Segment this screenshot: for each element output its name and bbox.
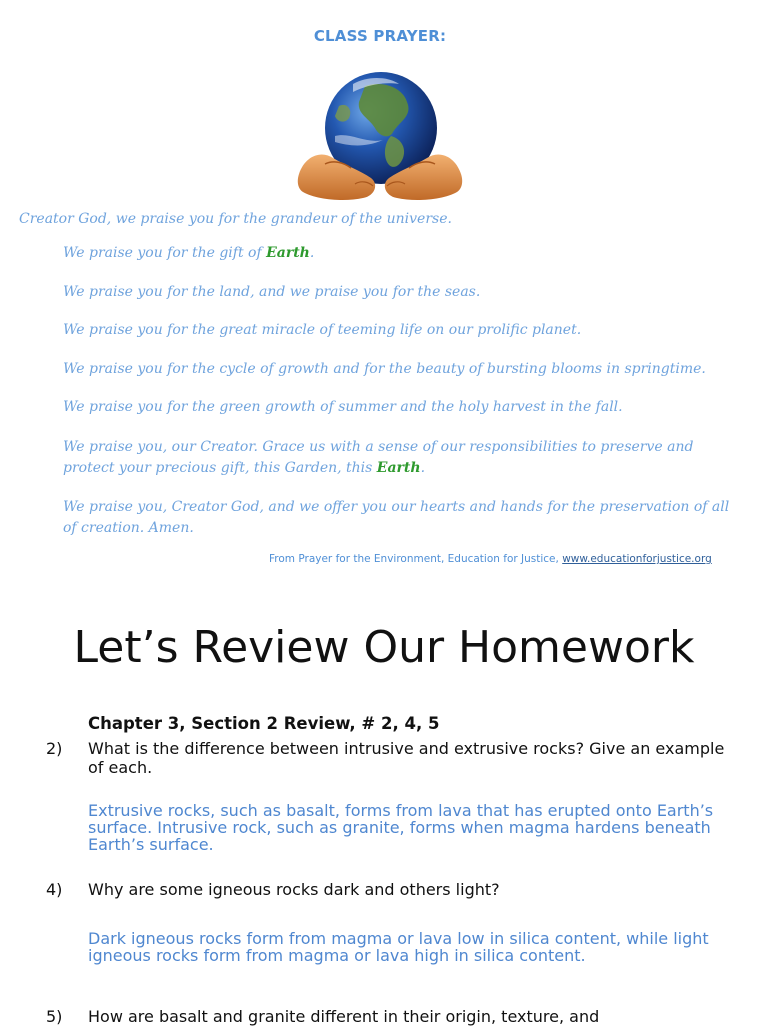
answer-4-text: Dark igneous rocks form from magma or lava low in silica content, while light igneous rocks form from magma or lava high in silica content.	[88, 929, 709, 965]
earth-highlight: Earth	[266, 245, 310, 261]
question-2-text: What is the difference between intrusive and extrusive rocks? Give an example of each.	[88, 739, 725, 777]
prayer-line-2: We praise you for the land, and we praise you for the seas.	[63, 284, 481, 300]
prayer-line-6-end: .	[420, 460, 426, 476]
source-text: From Prayer for the Environment, Education for Justice,	[269, 553, 563, 565]
globe-in-hands-image	[295, 66, 465, 206]
answer-2-text: Extrusive rocks, such as basalt, forms from lava that has erupted onto Earth’s surface. Intrusive rock, such as granite, forms when magma hardens beneath Earth’s surface.	[88, 801, 714, 854]
question-4-text: Why are some igneous rocks dark and others light?	[88, 880, 500, 899]
chapter-heading: Chapter 3, Section 2 Review, # 2, 4, 5	[88, 714, 440, 733]
prayer-line-1-end: .	[309, 245, 315, 261]
question-5-text: How are basalt and granite different in their origin, texture, and	[88, 1007, 600, 1026]
prayer-line-6	[63, 437, 733, 479]
prayer-line-1	[63, 245, 314, 261]
prayer-line-3: We praise you for the great miracle of teeming life on our prolific planet.	[63, 322, 582, 338]
question-4-number: 4)	[46, 880, 63, 899]
prayer-line-6-text: We praise you, our Creator. Grace us with a sense of our responsibilities to preserve and protect your precious gift, this Garden, this	[63, 439, 694, 476]
question-2-number: 2)	[46, 739, 63, 758]
prayer-line-4: We praise you for the cycle of growth and for the beauty of bursting blooms in springtime.	[63, 361, 706, 377]
earth-highlight-2: Earth	[376, 460, 421, 476]
question-5-number: 5)	[46, 1007, 63, 1026]
prayer-line-7: We praise you, Creator God, and we offer you our hearts and hands for the preservation of all of creation. Amen.	[63, 499, 730, 536]
review-title: Let’s Review Our Homework	[73, 622, 695, 673]
prayer-source	[269, 553, 712, 565]
prayer-line-1-text: We praise you for the gift of	[63, 245, 267, 261]
prayer-line-5: We praise you for the green growth of summer and the holy harvest in the fall.	[63, 399, 623, 415]
prayer-intro: Creator God, we praise you for the grandeur of the universe.	[19, 211, 452, 227]
source-link[interactable]: www.educationforjustice.org	[562, 553, 712, 565]
prayer-title: CLASS PRAYER:	[313, 27, 447, 45]
